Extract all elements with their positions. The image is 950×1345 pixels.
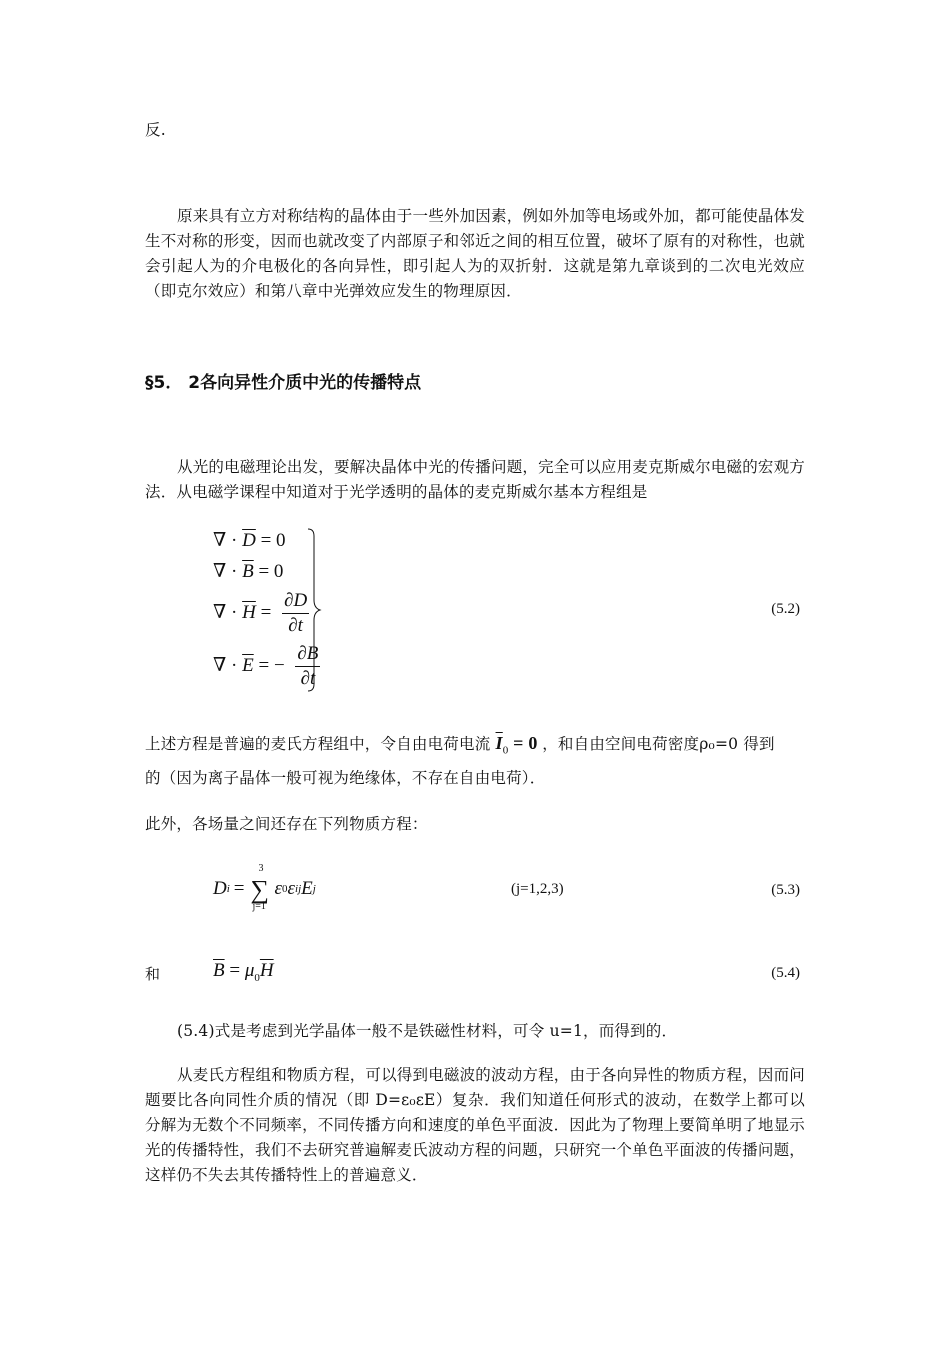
free-current-expression: $\overline{I}_0 = 0$ — [495, 733, 538, 757]
paragraph-final: 从麦氏方程组和物质方程，可以得到电磁波的波动方程，由于各向异性的物质方程，因而问题要比各向同性介质的情况（即 D=ε₀εE）复杂．我们知道任何形式的波动，在数学上都可以分解为无数个不同频率，不同传播方向和速度的单色平面波．因此为了物理上要简单明了地显示光的传播特性，我们不去研究普遍解麦氏波动方程的问题，只研究一个单色平面波的传播问题，这样仍不失去其传播特性上的普遍意义． — [145, 1066, 806, 1184]
summation: 3 ∑ j=1 — [250, 863, 270, 912]
nabla-symbol: ∇ — [213, 654, 227, 676]
paragraph-eq54-note: (5.4)式是考虑到光学晶体一般不是铁磁性材料，可令 u=1，而得到的． — [177, 1022, 678, 1040]
eq-div-d: ∇ · $\overline{D} = 0$ — [213, 530, 286, 551]
paragraph-material-intro: 此外，各场量之间还存在下列物质方程： — [145, 815, 428, 833]
fraction: $\frac{\partial B}{\partial t}$ — [297, 643, 319, 689]
paragraph-after-eq52: 上述方程是普遍的麦氏方程组中，令自由电荷电流 $\overline{I}_0 = 0$ ，和自由空间电荷密度ρ₀=0 得到 — [145, 733, 775, 757]
equation-number: (5.3) — [771, 882, 800, 898]
right-brace-icon — [307, 528, 323, 692]
equation-5-3: D i = 3 ∑ j=1 ε 0 ε ij E j — [213, 863, 316, 912]
and-label: 和 — [145, 965, 161, 983]
nabla-symbol: ∇ — [213, 601, 227, 623]
nabla-symbol: ∇ — [213, 530, 227, 551]
top-fragment: 反. — [145, 121, 166, 139]
section-heading: §5． 2各向异性介质中光的传播特点 — [145, 373, 422, 393]
equation-number: (5.2) — [771, 601, 800, 617]
fraction: $\frac{\partial D}{\partial t}$ — [284, 590, 308, 636]
nabla-symbol: ∇ — [213, 561, 227, 582]
equation-5-4: $\overline{B} = \mu_0\overline{H}$ — [213, 960, 274, 984]
equation-condition: (j=1,2,3) — [511, 881, 564, 897]
equation-number: (5.4) — [771, 965, 800, 981]
paragraph-after-eq52-cont: 的（因为离子晶体一般可视为绝缘体，不存在自由电荷）． — [145, 769, 546, 787]
paragraph-symmetry: 原来具有立方对称结构的晶体由于一些外加因素，例如外加等电场或外加，都可能使晶体发生不对称的形变，因而也就改变了内部原子和邻近之间的相互位置，破坏了原有的对称性，也就会引起人为的介电极化的各向异性，即引起人为的双折射．这就是第九章谈到的二次电光效应（即克尔效应）和第八章中光弹效应发生的物理原因． — [145, 207, 806, 300]
eq-div-b: ∇ · $\overline{B} = 0$ — [213, 561, 284, 582]
eq-curl-h: ∇ · $\overline{H}$ = $\frac{\partial D}{\partial t}$ — [213, 590, 308, 636]
eq-curl-e: ∇ · $\overline{E}$ = − $\frac{\partial B}{\partial t}$ — [213, 643, 319, 689]
paragraph-intro: 从光的电磁理论出发，要解决晶体中光的传播问题，完全可以应用麦克斯威尔电磁的宏观方法．从电磁学课程中知道对于光学透明的晶体的麦克斯威尔基本方程组是 — [145, 458, 806, 501]
